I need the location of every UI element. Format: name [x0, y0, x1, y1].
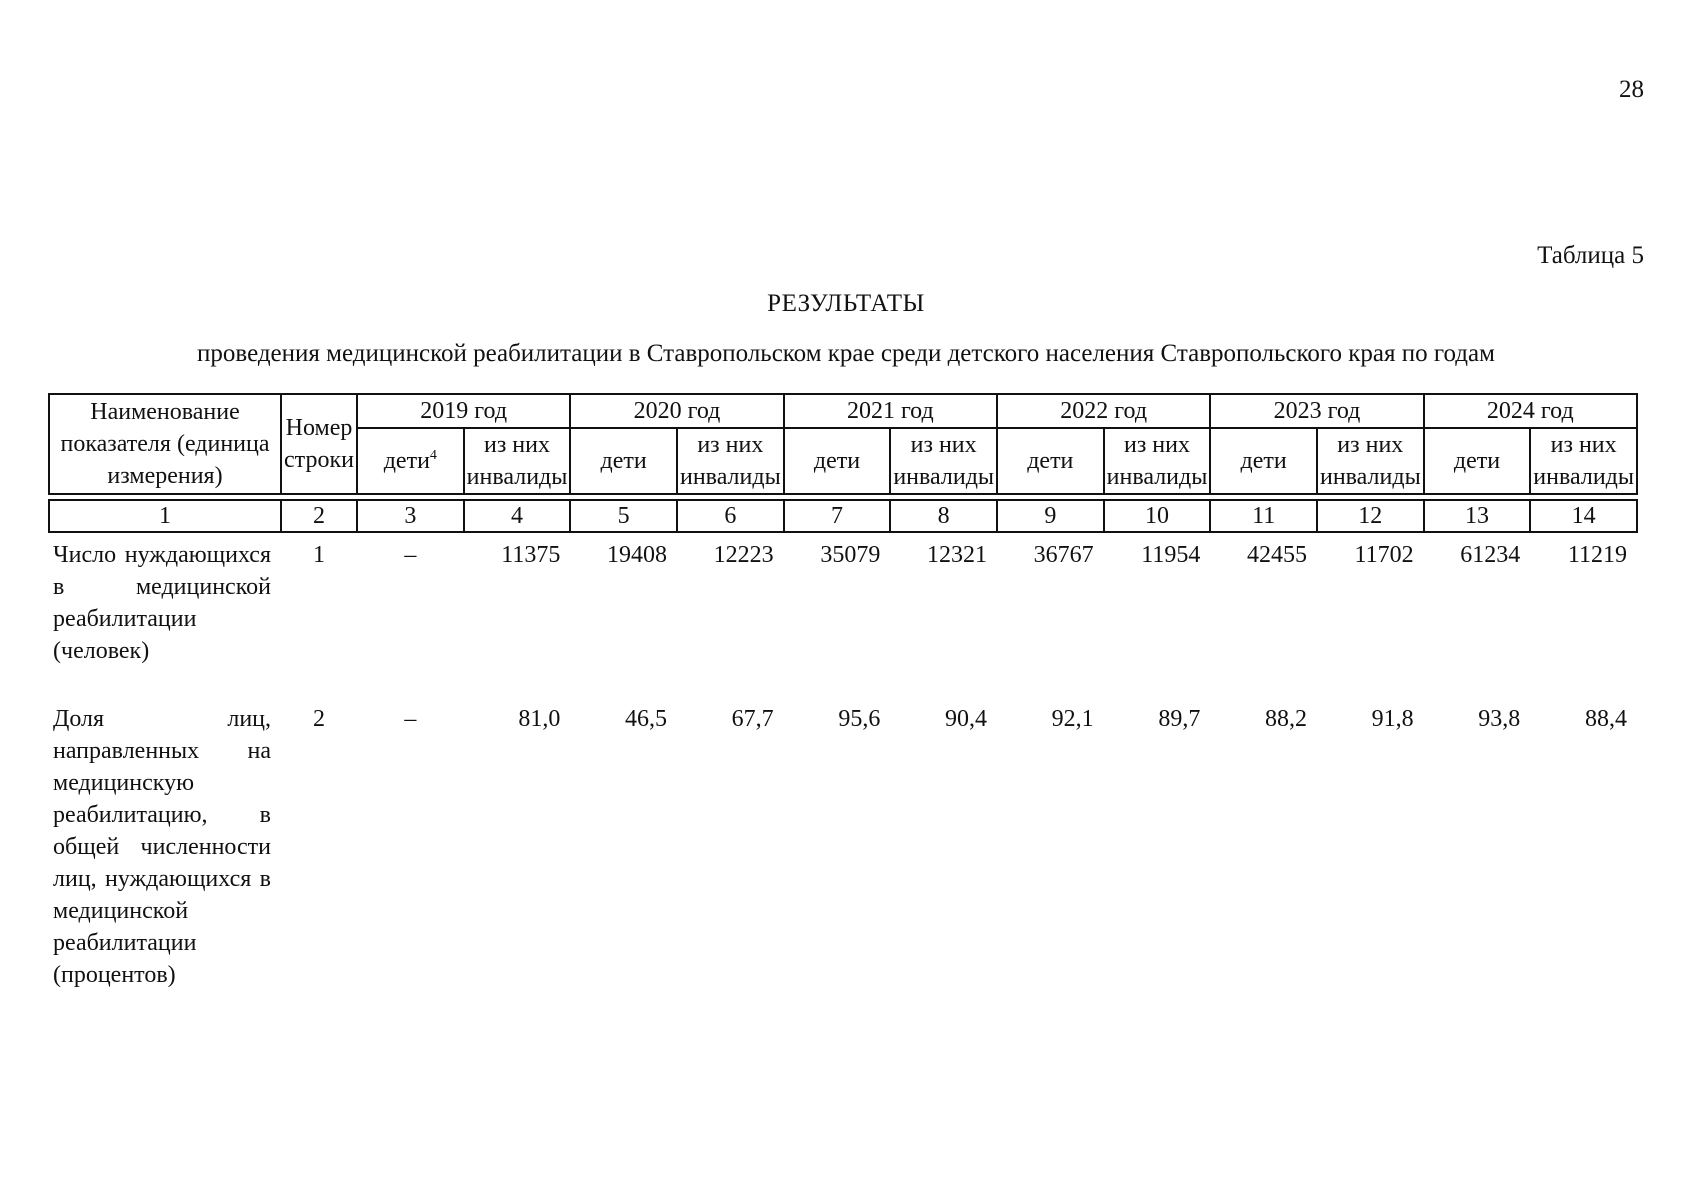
header-disabled: из них инвалиды: [1104, 428, 1211, 494]
table-cell: 42455: [1246, 542, 1307, 568]
table-cell: 12321: [926, 542, 987, 568]
document-title: РЕЗУЛЬТАТЫ: [767, 290, 925, 317]
header-year: 2019 год: [357, 394, 570, 428]
results-table: [48, 393, 1638, 1021]
row-number: 1: [313, 542, 325, 568]
header-children: дети: [1210, 428, 1317, 494]
indicator-name: Число нуждающихся в медицинской реабилитации (человек): [53, 542, 271, 664]
table-cell: 92,1: [1051, 706, 1094, 732]
table-cell: 90,4: [944, 706, 987, 732]
column-number: 9: [997, 500, 1104, 532]
header-disabled: из них инвалиды: [464, 428, 571, 494]
table-cell: 93,8: [1478, 706, 1521, 732]
table-cell: 67,7: [731, 706, 774, 732]
column-number: 2: [281, 500, 357, 532]
column-numbers-row: [49, 500, 1637, 532]
table-cell: 11375: [501, 542, 561, 568]
column-number: 4: [464, 500, 571, 532]
table-cell: 12223: [713, 542, 774, 568]
header-disabled: из них инвалиды: [1530, 428, 1637, 494]
header-children: дети: [997, 428, 1104, 494]
column-number: 12: [1317, 500, 1424, 532]
table-cell: 61234: [1460, 542, 1521, 568]
column-number: 5: [570, 500, 677, 532]
indicator-name: Доля лиц, направленных на медицинскую реабилитацию, в общей численности лиц, нуждающихся в медицинской реабилитации (процентов): [53, 706, 271, 988]
table-cell: 89,7: [1158, 706, 1201, 732]
header-children: дети: [784, 428, 891, 494]
header-row-number-col: Номер строки: [281, 394, 357, 494]
table-cell: 11702: [1354, 542, 1414, 568]
column-number: 13: [1424, 500, 1531, 532]
footnote-marker: 4: [429, 448, 437, 463]
header-children: дети: [570, 428, 677, 494]
table-label: Таблица 5: [1537, 242, 1644, 269]
column-number: 6: [677, 500, 784, 532]
header-row-years: [49, 394, 1637, 428]
header-name-col: Наименование показателя (единица измерения): [49, 394, 281, 494]
column-number: 3: [357, 500, 464, 532]
table-cell: 95,6: [838, 706, 881, 732]
header-year: 2021 год: [784, 394, 997, 428]
header-children-label: дети: [383, 448, 430, 474]
header-disabled: из них инвалиды: [677, 428, 784, 494]
table-cell: 36767: [1033, 542, 1094, 568]
table-cell: 11954: [1141, 542, 1201, 568]
column-number: 8: [890, 500, 997, 532]
table-row: [49, 532, 1637, 697]
header-disabled: из них инвалиды: [890, 428, 997, 494]
table-cell: 81,0: [518, 706, 561, 732]
column-number: 11: [1210, 500, 1317, 532]
column-number: 10: [1104, 500, 1211, 532]
table-cell: 88,4: [1584, 706, 1627, 732]
document-subtitle: проведения медицинской реабилитации в Ставропольском крае среди детского населения Ставропольского края по годам: [197, 340, 1495, 367]
header-year: 2024 год: [1424, 394, 1637, 428]
table-cell: 19408: [606, 542, 667, 568]
table-cell: –: [404, 542, 417, 568]
table-row: [49, 697, 1637, 1021]
table-cell: 11219: [1567, 542, 1627, 568]
table-cell: 46,5: [624, 706, 667, 732]
page-number: 28: [1619, 76, 1644, 103]
row-number: 2: [313, 706, 325, 732]
header-children: [357, 428, 464, 494]
column-number: 7: [784, 500, 891, 532]
table-cell: 88,2: [1264, 706, 1307, 732]
header-disabled: из них инвалиды: [1317, 428, 1424, 494]
table-cell: –: [404, 706, 417, 732]
table-cell: 91,8: [1371, 706, 1414, 732]
header-year: 2020 год: [570, 394, 783, 428]
header-children: дети: [1424, 428, 1531, 494]
column-number: 1: [49, 500, 281, 532]
header-year: 2023 год: [1210, 394, 1423, 428]
column-number: 14: [1530, 500, 1637, 532]
table-cell: 35079: [820, 542, 881, 568]
header-year: 2022 год: [997, 394, 1210, 428]
